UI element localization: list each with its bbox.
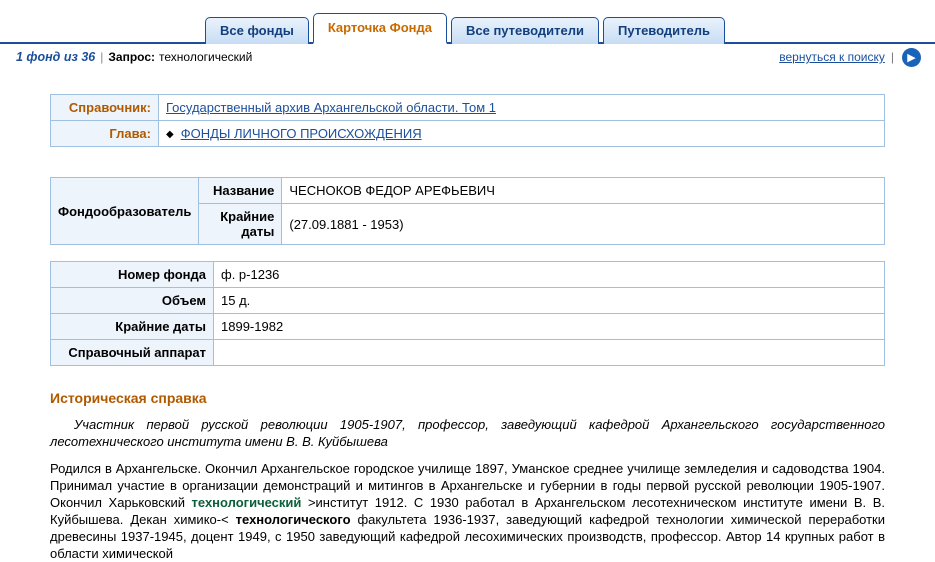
founder-dates-value: (27.09.1881 - 1953) bbox=[282, 204, 885, 245]
founder-dates-label-line1: Крайние bbox=[220, 209, 275, 224]
fund-dates-value: 1899-1982 bbox=[214, 314, 885, 340]
fund-apparatus-value bbox=[214, 340, 885, 366]
founder-row-label: Фондообразователь bbox=[51, 178, 199, 245]
table-row bbox=[51, 262, 885, 288]
founder-name-label: Название bbox=[199, 178, 282, 204]
table-row-founder-name bbox=[51, 178, 885, 204]
founder-dates-label bbox=[199, 204, 282, 245]
table-row bbox=[51, 314, 885, 340]
tab-bar bbox=[0, 0, 935, 44]
fund-card-content bbox=[0, 70, 935, 562]
fund-number-value: ф. р-1236 bbox=[214, 262, 885, 288]
query-label: Запрос: bbox=[108, 50, 156, 64]
guide-info-table bbox=[50, 94, 885, 147]
next-arrow-icon[interactable]: ▶ bbox=[902, 48, 921, 67]
historical-note-title: Историческая справка bbox=[50, 390, 207, 406]
tab-guide[interactable]: Путеводитель bbox=[603, 17, 725, 44]
search-highlight-2: технологического bbox=[235, 512, 351, 527]
tab-all-guides[interactable]: Все путеводители bbox=[451, 17, 599, 44]
historical-body-part3: факультета 1936-1937, заведующий кафедрой технологии химической переработки древесины 1937-1945, доцент 1949, с 1950 заведующий кафедрой лесохимических производств, профессор. Автор 14 крупных работ в области химической bbox=[50, 512, 885, 561]
toolbar-divider: | bbox=[890, 50, 894, 64]
guide-label: Справочник: bbox=[51, 95, 159, 121]
guide-link[interactable]: Государственный архив Архангельской области. Том 1 bbox=[166, 100, 496, 115]
tab-all-funds[interactable]: Все фонды bbox=[205, 17, 309, 44]
historical-note-subtitle: Участник первой русской революции 1905-1907, профессор, заведующий кафедрой Архангельского государственного лесотехнического института имени В. В. Куйбышева bbox=[50, 417, 885, 449]
chapter-link[interactable]: ФОНДЫ ЛИЧНОГО ПРОИСХОЖДЕНИЯ bbox=[180, 126, 422, 141]
fund-volume-label: Объем bbox=[51, 288, 214, 314]
founder-table bbox=[50, 177, 885, 245]
table-row bbox=[51, 340, 885, 366]
tab-fund-card[interactable]: Карточка Фонда bbox=[313, 13, 447, 44]
query-line bbox=[0, 44, 935, 70]
guide-value-cell bbox=[159, 95, 885, 121]
founder-dates-label-line2: даты bbox=[241, 224, 275, 239]
table-row-guide bbox=[51, 95, 885, 121]
chapter-value-cell bbox=[159, 121, 885, 147]
historical-note-body bbox=[50, 460, 885, 562]
founder-name-value: ЧЕСНОКОВ ФЕДОР АРЕФЬЕВИЧ bbox=[282, 178, 885, 204]
chapter-label: Глава: bbox=[51, 121, 159, 147]
fund-dates-label: Крайние даты bbox=[51, 314, 214, 340]
table-row bbox=[51, 288, 885, 314]
fund-apparatus-label: Справочный аппарат bbox=[51, 340, 214, 366]
fund-details-table bbox=[50, 261, 885, 366]
fund-number-label: Номер фонда bbox=[51, 262, 214, 288]
query-value: технологический bbox=[159, 50, 253, 64]
search-highlight-1: технологический bbox=[191, 495, 302, 510]
fund-volume-value: 15 д. bbox=[214, 288, 885, 314]
historical-body-part2: >институт 1912. С 1930 работал в Архангельском лесотехническом институте имени В. В. Куйбышева. Декан химико-< bbox=[50, 495, 885, 527]
table-row-chapter bbox=[51, 121, 885, 147]
result-count: 1 фонд из 36 bbox=[16, 50, 96, 64]
diamond-bullet-icon: ◆ bbox=[166, 129, 174, 140]
historical-body-part1: Родился в Архангельске. Окончил Архангельское городское училище 1897, Уманское среднее училище земледелия и садоводства 1904. Принимал участие в организации демонстраций и митингов в Архангельске и губернии в годы первой русской революции 1905-1907. Окончил Харьковский bbox=[50, 461, 885, 510]
back-to-search-link[interactable]: вернуться к поиску bbox=[779, 50, 885, 64]
query-separator: | bbox=[100, 50, 104, 64]
